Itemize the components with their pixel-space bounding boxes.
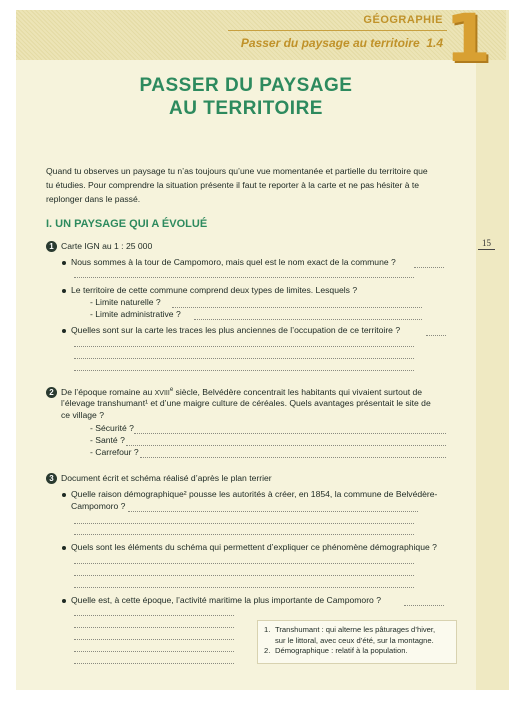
answer-line[interactable] [74, 614, 234, 616]
chapter-title: Passer du paysage au territoire [240, 36, 420, 50]
q1-title: Carte IGN au 1 : 25 000 [61, 241, 153, 251]
footnote-2 [264, 646, 450, 657]
q1-number-badge: 1 [46, 241, 57, 252]
answer-line[interactable] [126, 444, 446, 446]
answer-line[interactable] [74, 276, 414, 278]
q3-number-badge: 3 [46, 473, 57, 484]
intro-line-2: tu étudies. Pour comprendre la situation présente il faut te reporter à la carte et ne pas hésiter à te [46, 180, 420, 190]
q2-line-1-post: siècle, Belvédère concentrait les habitants qui vivaient surtout de [173, 386, 423, 397]
subject-label: GÉOGRAPHIE [363, 14, 443, 26]
chapter-number: 1 [445, 0, 491, 77]
bullet-icon [62, 546, 66, 550]
footnote-1-text: Transhumant : qui alterne les pâturages d’hiver, [275, 625, 436, 634]
answer-line[interactable] [194, 318, 422, 320]
q3-b3-text: Quelle est, à cette époque, l’activité maritime la plus importante de Campomoro ? [71, 595, 382, 605]
q2-a: - Sécurité ? [90, 423, 134, 433]
answer-line[interactable] [172, 306, 422, 308]
answer-line[interactable] [74, 574, 414, 576]
answer-line[interactable] [74, 638, 234, 640]
title-line-2: AU TERRITOIRE [169, 98, 323, 119]
bullet-icon [62, 599, 66, 603]
header-rule [228, 30, 447, 31]
intro-paragraph [46, 164, 456, 206]
q2-line-2: l’élevage transhumant¹ et d’une maigre culture de céréales. Quels avantages présentait le site de [61, 398, 431, 408]
answer-line[interactable] [74, 586, 414, 588]
answer-line[interactable] [74, 345, 414, 347]
q1-b2a-text: - Limite naturelle ? [90, 297, 161, 307]
q3-b2-text: Quels sont les éléments du schéma qui permettent d’expliquer ce phénomène démographique ? [71, 542, 437, 552]
answer-line[interactable] [74, 650, 234, 652]
answer-line[interactable] [128, 510, 418, 512]
q1-b2-text: Le territoire de cette commune comprend deux types de limites. Lesquels ? [71, 285, 358, 295]
answer-line[interactable] [140, 456, 446, 458]
title-line-1: PASSER DU PAYSAGE [139, 75, 353, 96]
q3-bullet-3 [62, 594, 381, 606]
q1-bullet-2 [62, 284, 357, 296]
q1-b1-text: Nous sommes à la tour de Campomoro, mais quel est le nom exact de la commune ? [71, 257, 396, 267]
q3-bullet-2 [62, 541, 437, 553]
footnote-1-key: 1. [264, 625, 271, 634]
q2-line-3: ce village ? [61, 410, 104, 420]
q3-bullet-1 [62, 488, 437, 500]
q2-line-1-pre: De l’époque romaine au [61, 386, 155, 397]
chapter-code: 1.4 [426, 36, 443, 50]
answer-line[interactable] [74, 533, 414, 535]
answer-line[interactable] [74, 369, 414, 371]
q2-century-sup: e [169, 387, 174, 393]
q2-century: XVIII [154, 389, 170, 397]
q2-b: - Santé ? [90, 435, 125, 445]
page-title [16, 74, 476, 120]
bullet-icon [62, 261, 66, 265]
answer-line[interactable] [74, 626, 234, 628]
q1-bullet-3 [62, 324, 400, 336]
answer-line[interactable] [74, 522, 414, 524]
footnote-2-key: 2. [264, 646, 271, 655]
q3-b1-text: Quelle raison démographique² pousse les autorités à créer, en 1854, la commune de Belvédère- [71, 489, 438, 499]
q1-bullet-1 [62, 256, 396, 268]
answer-line[interactable] [426, 334, 446, 336]
q3-b1-text-2: Campomoro ? [71, 501, 126, 511]
bullet-icon [62, 493, 66, 497]
answer-line[interactable] [404, 604, 444, 606]
q2-number-badge: 2 [46, 387, 57, 398]
footnote-2-text: Démographique : relatif à la population. [275, 646, 408, 655]
intro-line-1: Quand tu observes un paysage tu n’as toujours qu’une vue momentanée et partielle du territoire que [46, 166, 428, 176]
answer-line[interactable] [74, 357, 414, 359]
answer-line[interactable] [74, 662, 234, 664]
chapter-heading [241, 36, 443, 50]
q1-b3-text: Quelles sont sur la carte les traces les plus anciennes de l’occupation de ce territoire ? [71, 325, 401, 335]
q1-b2b-text: - Limite administrative ? [90, 309, 181, 319]
answer-line[interactable] [414, 266, 444, 268]
section-heading: I. UN PAYSAGE QUI A ÉVOLUÉ [46, 218, 208, 230]
answer-line[interactable] [134, 432, 446, 434]
footnote-1 [264, 625, 450, 636]
page-number: 15 [478, 238, 495, 250]
footnote-1-text-2: sur le littoral, avec ceux d’été, sur la montagne. [275, 635, 434, 645]
q3-label [46, 472, 272, 484]
q1-label [46, 240, 152, 252]
q2-c: - Carrefour ? [90, 447, 139, 457]
footnotes-box [257, 620, 457, 664]
side-margin-strip [476, 10, 509, 690]
intro-line-3: replonger dans le passé. [46, 194, 141, 204]
bullet-icon [62, 289, 66, 293]
q3-title: Document écrit et schéma réalisé d’après le plan terrier [61, 473, 272, 483]
bullet-icon [62, 329, 66, 333]
answer-line[interactable] [74, 562, 414, 564]
